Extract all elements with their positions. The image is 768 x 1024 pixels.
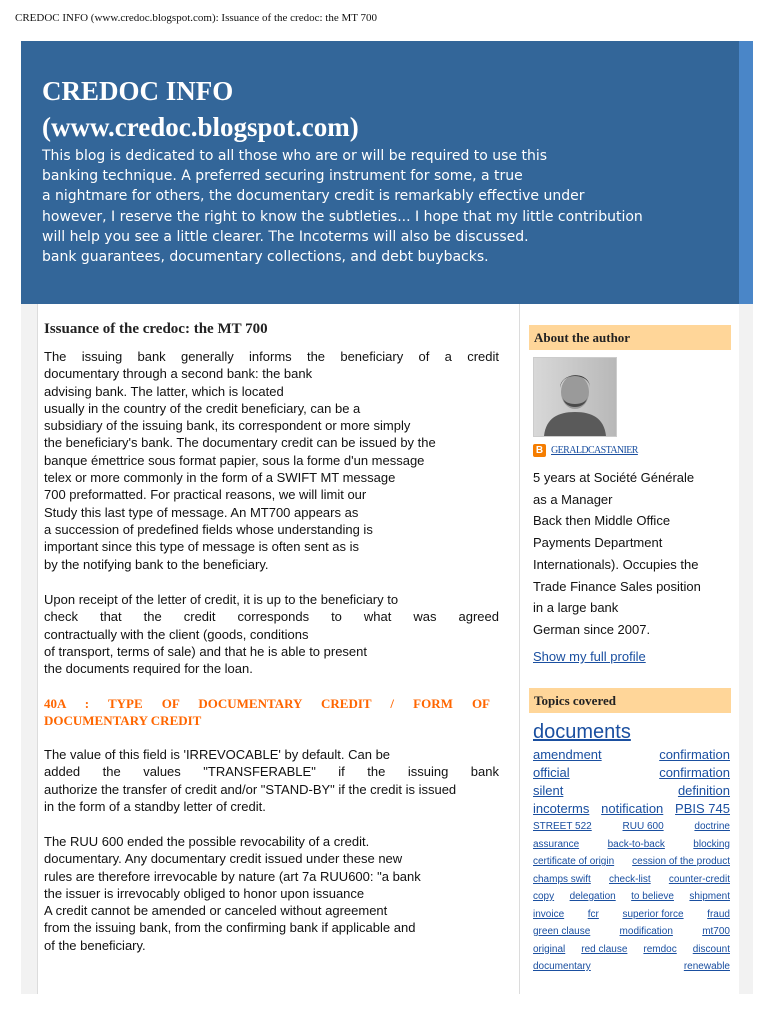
topic-link[interactable]: to believe bbox=[631, 891, 674, 902]
document-title: CREDOC INFO (www.credoc.blogspot.com): Issuance of the credoc: the MT 700 bbox=[15, 12, 378, 24]
section-heading-line2: DOCUMENTARY CREDIT bbox=[44, 713, 202, 728]
paragraph-line: usually in the country of the credit beneficiary, can be a bbox=[44, 400, 361, 416]
topic-link[interactable]: superior force bbox=[622, 908, 684, 920]
topic-link[interactable]: renewable bbox=[683, 961, 730, 972]
post-paragraph-2 bbox=[44, 591, 499, 677]
description-line: banking technique. A preferred securing instrument for some, a true bbox=[42, 168, 523, 185]
bio-line: Internationals). Occupies the bbox=[533, 556, 699, 572]
topic-link[interactable]: modification bbox=[619, 926, 673, 937]
topic-row bbox=[533, 888, 730, 906]
paragraph-line: The value of this field is 'IRREVOCABLE' by default. Can be bbox=[44, 747, 391, 762]
topic-link[interactable]: definition bbox=[677, 783, 730, 798]
paragraph-line: telex or more commonly in the form of a SWIFT MT message bbox=[44, 470, 396, 486]
topic-link[interactable]: remdoc bbox=[643, 943, 677, 955]
paragraph-line: documentary through a second bank: the bank bbox=[44, 366, 313, 382]
paragraph-line: in the form of a standby letter of credit. bbox=[44, 798, 266, 814]
paragraph-line: from the issuing bank, from the confirming bank if applicable and bbox=[44, 920, 416, 936]
bio-line: Trade Finance Sales position bbox=[533, 578, 701, 594]
topic-link[interactable]: green clause bbox=[533, 926, 591, 937]
paragraph-line: authorize the transfer of credit and/or "STAND-BY" if the credit is issued bbox=[44, 781, 457, 797]
paragraph-line: banque émettrice sous format papier, sous la forme d'un message bbox=[44, 452, 425, 468]
topic-link[interactable]: amendment bbox=[533, 747, 602, 762]
topic-link[interactable]: documents bbox=[533, 721, 631, 743]
paragraph-line: subsidiary of the issuing bank, its correspondent or more simply bbox=[44, 418, 411, 434]
about-author-heading: About the author bbox=[529, 325, 731, 350]
paragraph-line: the documents required for the loan. bbox=[44, 661, 253, 677]
main-column bbox=[37, 304, 520, 994]
topic-link[interactable]: assurance bbox=[533, 838, 580, 850]
topic-link[interactable]: back-to-back bbox=[607, 838, 665, 850]
description-line: however, I reserve the right to know the subtleties... I hope that my little contribution bbox=[42, 208, 643, 225]
post-paragraph-1 bbox=[44, 348, 499, 573]
section-heading-40a bbox=[44, 695, 490, 729]
paragraph-line: of transport, terms of sale) and that he is able to present bbox=[44, 643, 368, 659]
section-heading-line1: 40A : TYPE OF DOCUMENTARY CREDIT / FORM OF bbox=[44, 696, 490, 711]
paragraph-line: The issuing bank generally informs the beneficiary of a credit bbox=[44, 349, 499, 364]
topic-row bbox=[533, 906, 730, 924]
blog-title[interactable] bbox=[42, 73, 642, 145]
topic-row bbox=[533, 718, 730, 746]
topic-link[interactable]: STREET 522 bbox=[533, 821, 592, 832]
post-paragraph-3 bbox=[44, 746, 499, 815]
topic-link[interactable]: check-list bbox=[608, 873, 651, 885]
description-line: will help you see a little clearer. The Incoterms will also be discussed. bbox=[42, 228, 529, 245]
topic-link[interactable]: doctrine bbox=[694, 821, 730, 832]
paragraph-line: the issuer is irrevocably obliged to honor upon issuance bbox=[44, 885, 365, 901]
topic-row bbox=[533, 836, 730, 854]
topic-link[interactable]: fraud bbox=[707, 908, 730, 920]
topic-link[interactable]: original bbox=[533, 943, 566, 955]
topic-link[interactable]: delegation bbox=[569, 891, 616, 902]
blog-description bbox=[42, 146, 732, 267]
topic-row bbox=[533, 746, 730, 764]
topic-link[interactable]: incoterms bbox=[533, 801, 590, 816]
topic-link[interactable]: mt700 bbox=[702, 926, 730, 937]
topic-row bbox=[533, 764, 730, 782]
sidebar bbox=[520, 304, 739, 994]
blog-header bbox=[21, 41, 753, 304]
post-title: Issuance of the credoc: the MT 700 bbox=[44, 321, 268, 337]
description-line: a nightmare for others, the documentary credit is remarkably effective under bbox=[42, 188, 585, 205]
paragraph-line: A credit cannot be amended or canceled without agreement bbox=[44, 903, 388, 919]
header-edge bbox=[739, 41, 753, 304]
topic-link[interactable]: champs swift bbox=[533, 873, 591, 885]
bio-line: Back then Middle Office bbox=[533, 513, 671, 529]
blogger-icon: B bbox=[533, 444, 546, 457]
topic-link[interactable]: cession of the product bbox=[632, 856, 730, 867]
topic-link[interactable]: copy bbox=[533, 891, 555, 902]
topic-row bbox=[533, 818, 730, 836]
author-avatar[interactable] bbox=[533, 357, 617, 437]
blog-title-line2[interactable]: (www.credoc.blogspot.com) bbox=[42, 112, 359, 142]
topic-link[interactable]: invoice bbox=[533, 908, 565, 920]
topic-link[interactable]: PBIS 745 bbox=[675, 801, 730, 816]
bio-line: as a Manager bbox=[533, 491, 613, 507]
description-line: This blog is dedicated to all those who are or will be required to use this bbox=[42, 148, 548, 164]
topic-row bbox=[533, 853, 730, 871]
topics-list bbox=[533, 718, 730, 976]
post-paragraph-4 bbox=[44, 833, 499, 954]
author-photo-icon bbox=[534, 358, 616, 436]
paragraph-line: added the values "TRANSFERABLE" if the issuing bank bbox=[44, 764, 499, 780]
blog-title-line1[interactable]: CREDOC INFO bbox=[42, 76, 234, 106]
paragraph-line: Upon receipt of the letter of credit, it is up to the beneficiary to bbox=[44, 592, 399, 607]
author-bio bbox=[533, 467, 733, 641]
author-name-link[interactable]: GERALDCASTANIER bbox=[551, 445, 638, 456]
topic-link[interactable]: counter-credit bbox=[668, 873, 730, 885]
content-area bbox=[21, 304, 753, 994]
topic-link[interactable]: fcr bbox=[587, 908, 599, 920]
paragraph-line: the beneficiary's bank. The documentary credit can be issued by the bbox=[44, 435, 436, 451]
paragraph-line: documentary. Any documentary credit issued under these new bbox=[44, 851, 403, 867]
topic-row bbox=[533, 958, 730, 976]
paragraph-line: The RUU 600 ended the possible revocability of a credit. bbox=[44, 834, 370, 849]
bio-line: German since 2007. bbox=[533, 621, 651, 637]
topic-link[interactable]: discount bbox=[692, 943, 730, 955]
paragraph-line: contractually with the client (goods, conditions bbox=[44, 626, 309, 642]
show-full-profile-link[interactable]: Show my full profile bbox=[533, 649, 646, 664]
paragraph-line: check that the credit corresponds to what was agreed bbox=[44, 609, 499, 625]
topics-heading: Topics covered bbox=[529, 688, 731, 713]
paragraph-line: advising bank. The latter, which is located bbox=[44, 383, 284, 399]
topic-link[interactable]: shipment bbox=[689, 891, 730, 902]
paragraph-line: a succession of predefined fields whose understanding is bbox=[44, 521, 373, 537]
description-line: bank guarantees, documentary collections, and debt buybacks. bbox=[42, 249, 489, 266]
topic-link[interactable]: notification bbox=[601, 801, 664, 816]
topic-link[interactable]: confirmation bbox=[659, 747, 730, 762]
topic-row bbox=[533, 923, 730, 941]
topic-link[interactable]: certificate of origin bbox=[533, 856, 615, 867]
bio-line: in a large bank bbox=[533, 600, 619, 616]
topic-link[interactable]: RUU 600 bbox=[622, 821, 664, 832]
bio-line: 5 years at Société Générale bbox=[533, 470, 695, 485]
topic-row bbox=[533, 941, 730, 959]
paragraph-line: Study this last type of message. An MT700 appears as bbox=[44, 504, 359, 520]
paragraph-line: of the beneficiary. bbox=[44, 937, 146, 953]
topic-link[interactable]: official bbox=[533, 765, 570, 780]
paragraph-line: important since this type of message is often sent as is bbox=[44, 539, 360, 555]
topic-link[interactable]: red clause bbox=[581, 943, 628, 955]
topic-link[interactable]: silent bbox=[533, 783, 564, 798]
topic-row bbox=[533, 871, 730, 889]
paragraph-line: 700 preformatted. For practical reasons, we will limit our bbox=[44, 487, 367, 503]
topic-row bbox=[533, 800, 730, 818]
topic-link[interactable]: blocking bbox=[693, 838, 730, 850]
topic-link[interactable]: documentary bbox=[533, 961, 591, 972]
paragraph-line: by the notifying bank to the beneficiary. bbox=[44, 556, 269, 572]
paragraph-line: rules are therefore irrevocable by nature (art 7a RUU600: "a bank bbox=[44, 868, 421, 884]
bio-line: Payments Department bbox=[533, 535, 663, 551]
topic-link[interactable]: confirmation bbox=[659, 765, 730, 780]
topic-row bbox=[533, 782, 730, 800]
